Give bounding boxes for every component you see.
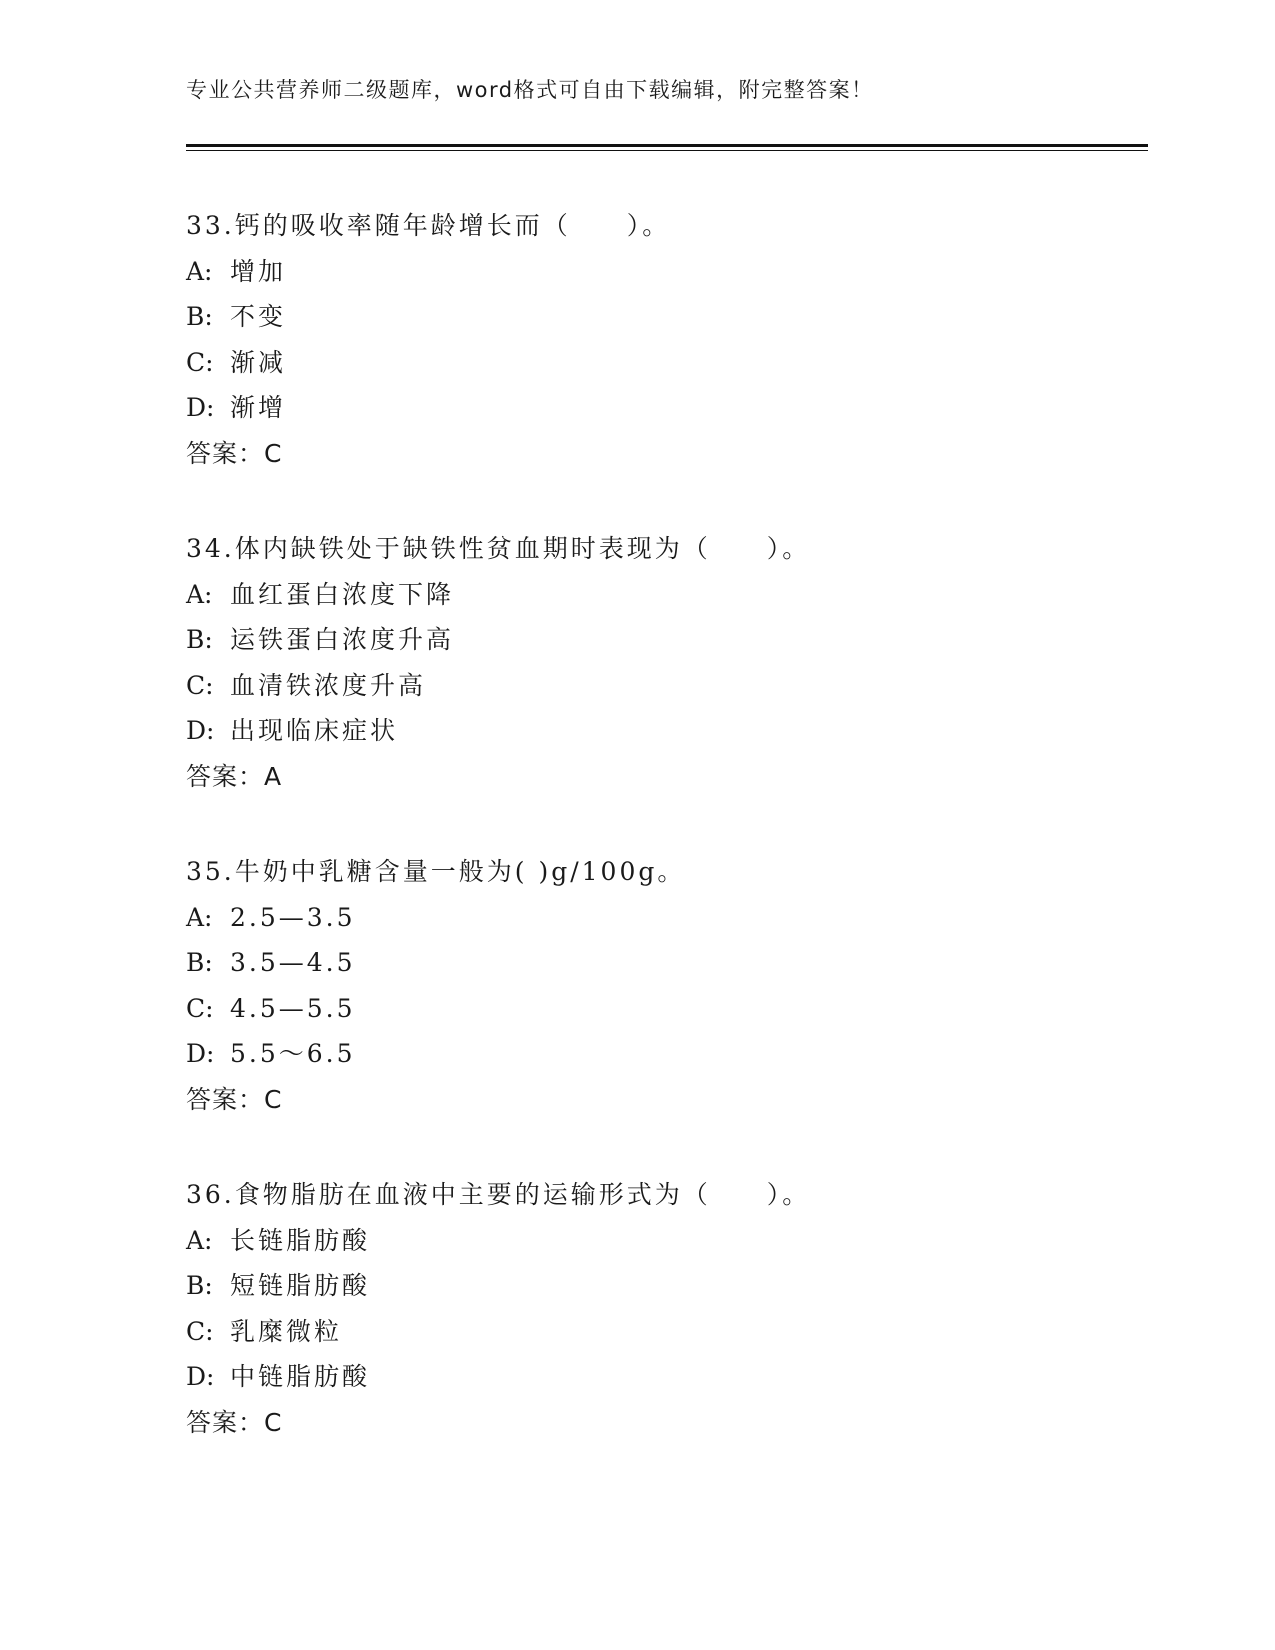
option-letter: A: xyxy=(186,579,213,609)
option-text: 长链脂肪酸 xyxy=(230,1225,371,1255)
option-d xyxy=(186,708,1146,754)
option-b xyxy=(186,294,1146,340)
option-text: 血清铁浓度升高 xyxy=(230,670,427,700)
header-rule-thin xyxy=(186,150,1148,151)
option-c xyxy=(186,986,1146,1032)
option-text: 3.5—4.5 xyxy=(230,948,356,977)
option-c xyxy=(186,663,1146,709)
option-letter: D: xyxy=(186,716,215,745)
option-a xyxy=(186,572,1146,618)
option-b xyxy=(186,617,1146,663)
option-letter: C: xyxy=(186,670,214,700)
option-text: 增加 xyxy=(230,256,287,286)
option-d xyxy=(186,1031,1146,1077)
question-35 xyxy=(186,849,1146,1122)
option-text: 2.5—3.5 xyxy=(230,902,356,932)
option-letter: B: xyxy=(186,948,213,977)
option-b xyxy=(186,1263,1146,1309)
question-stem: 33.钙的吸收率随年龄增长而（ ）。 xyxy=(186,211,671,240)
option-letter: B: xyxy=(186,1271,213,1300)
question-36 xyxy=(186,1172,1146,1445)
answer: 答案：A xyxy=(186,761,283,791)
option-text: 短链脂肪酸 xyxy=(230,1271,371,1300)
option-text: 渐减 xyxy=(230,347,287,377)
answer: 答案：C xyxy=(186,1084,283,1114)
option-text: 运铁蛋白浓度升高 xyxy=(230,625,455,654)
option-text: 渐增 xyxy=(230,393,287,422)
option-letter: B: xyxy=(186,625,213,654)
question-stem: 34.体内缺铁处于缺铁性贫血期时表现为（ ）。 xyxy=(186,534,811,563)
option-letter: D: xyxy=(186,1039,215,1068)
answer: 答案：C xyxy=(186,1407,283,1437)
page-header: 专业公共营养师二级题库，word格式可自由下载编辑，附完整答案！ xyxy=(186,78,874,102)
question-33 xyxy=(186,203,1146,476)
option-c xyxy=(186,340,1146,386)
option-d xyxy=(186,1354,1146,1400)
option-text: 5.5～6.5 xyxy=(230,1039,356,1068)
option-a xyxy=(186,249,1146,295)
option-b xyxy=(186,940,1146,986)
option-letter: C: xyxy=(186,1316,214,1346)
option-letter: A: xyxy=(186,1225,213,1255)
option-d xyxy=(186,385,1146,431)
question-stem: 35.牛奶中乳糖含量一般为( )g/100g。 xyxy=(186,857,686,886)
option-a xyxy=(186,895,1146,941)
question-34 xyxy=(186,526,1146,799)
option-letter: C: xyxy=(186,347,214,377)
option-letter: A: xyxy=(186,256,213,286)
option-letter: A: xyxy=(186,902,213,932)
question-list xyxy=(186,203,1146,1495)
option-letter: D: xyxy=(186,393,215,422)
question-stem: 36.食物脂肪在血液中主要的运输形式为（ ）。 xyxy=(186,1180,811,1209)
answer: 答案：C xyxy=(186,438,283,468)
option-a xyxy=(186,1218,1146,1264)
option-text: 出现临床症状 xyxy=(230,716,399,745)
option-letter: D: xyxy=(186,1362,215,1391)
option-text: 血红蛋白浓度下降 xyxy=(230,579,455,609)
option-text: 4.5—5.5 xyxy=(230,993,356,1023)
option-letter: B: xyxy=(186,302,213,331)
option-text: 不变 xyxy=(230,302,287,331)
option-text: 中链脂肪酸 xyxy=(230,1362,371,1391)
header-rule-thick xyxy=(186,144,1148,147)
option-text: 乳糜微粒 xyxy=(230,1316,343,1346)
option-letter: C: xyxy=(186,993,214,1023)
option-c xyxy=(186,1309,1146,1355)
